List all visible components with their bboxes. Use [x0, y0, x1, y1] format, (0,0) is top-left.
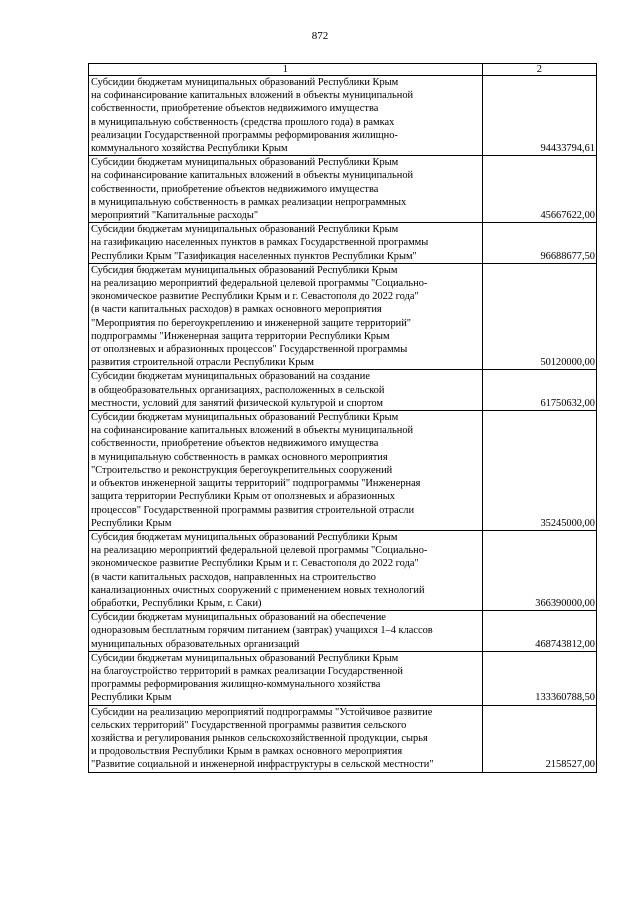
subsidy-description [89, 651, 483, 705]
description-line: Субсидии бюджетам муниципальных образований Республики Крым [91, 77, 399, 88]
description-line: в муниципальную собственность в рамках основного мероприятия [91, 451, 388, 463]
subsidy-amount: 94433794,61 [482, 76, 596, 156]
description-line: хозяйства и регулирования рынков сельскохозяйственной продукции, сырья [91, 732, 428, 744]
column-header-1: 1 [89, 64, 483, 76]
description-line: реализации Государственной программы реформирования жилищно- [91, 129, 398, 141]
description-line: программы реформирования жилищно-коммунального хозяйства [91, 679, 381, 691]
subsidy-amount: 468743812,00 [482, 611, 596, 652]
subsidy-amount: 35245000,00 [482, 411, 596, 531]
table-row [89, 223, 597, 264]
subsidy-description [89, 263, 483, 370]
subsidy-description [89, 156, 483, 223]
table-row [89, 651, 597, 705]
description-line: Субсидии бюджетам муниципальных образований Республики Крым [91, 412, 399, 424]
description-line: Субсидии бюджетам муниципальных образований Республики Крым [91, 224, 399, 236]
description-line: подпрограммы "Инженерная защита территории Республики Крым [91, 330, 390, 342]
description-line: обработки, Республики Крым, г. Саки) [91, 597, 262, 609]
description-line: "Развитие социальной и инженерной инфраструктуры в сельской местности" [91, 759, 434, 771]
subsidy-description [89, 223, 483, 264]
subsidy-amount: 96688677,50 [482, 223, 596, 264]
subsidy-amount: 2158527,00 [482, 705, 596, 772]
subsidy-description [89, 611, 483, 652]
page-number: 872 [311, 30, 329, 42]
description-line: процессов" Государственной программы развития строительной отрасли [91, 504, 415, 516]
description-line: на софинансирование капитальных вложений в объекты муниципальной [91, 90, 414, 102]
description-line: защита территории Республики Крым от оползневых и абразионных [91, 491, 395, 503]
description-line: на благоустройство территорий в рамках реализации Государственной [91, 665, 403, 677]
subsidy-description [89, 530, 483, 610]
description-line: Республики Крым "Газификация населенных пунктов Республики Крым" [91, 250, 417, 262]
description-line: в муниципальную собственность (средства прошлого года) в рамках [91, 116, 395, 128]
description-line: Республики Крым [91, 517, 172, 529]
description-line: мероприятий "Капитальные расходы" [91, 210, 259, 222]
description-line: и продовольствия Республики Крым в рамках основного мероприятия [91, 746, 403, 758]
description-line: экономическое развитие Республики Крым и г. Севастополя до 2022 года" [91, 291, 419, 303]
description-line: Республики Крым [91, 692, 172, 704]
description-line: одноразовым бесплатным горячим питанием (завтрак) учащихся 1–4 классов [91, 625, 433, 637]
description-line: Субсидия бюджетам муниципальных образований Республики Крым [91, 531, 398, 543]
description-line: сельских территорий" Государственной программы развития сельского [91, 719, 407, 731]
column-header-2: 2 [482, 64, 596, 76]
description-line: на реализацию мероприятий федеральной целевой программы "Социально- [91, 278, 428, 290]
description-line: "Строительство и реконструкция берегоукрепительных сооружений [91, 464, 393, 476]
description-line: Субсидия бюджетам муниципальных образований Республики Крым [91, 264, 398, 276]
table-row [89, 611, 597, 652]
table-row [89, 411, 597, 531]
subsidy-description [89, 411, 483, 531]
description-line: Субсидии на реализацию мероприятий подпрограммы "Устойчивое развитие [91, 706, 433, 718]
subsidy-amount: 45667622,00 [482, 156, 596, 223]
subsidy-amount: 366390000,00 [482, 530, 596, 610]
description-line: и объектов инженерной защиты территорий" подпрограммы "Инженерная [91, 478, 421, 490]
description-line: на реализацию мероприятий федеральной целевой программы "Социально- [91, 545, 428, 557]
description-line: коммунального хозяйства Республики Крым [91, 143, 288, 155]
description-line: собственности, приобретение объектов недвижимого имущества [91, 103, 379, 115]
description-line: на софинансирование капитальных вложений в объекты муниципальной [91, 170, 414, 182]
description-line: муниципальных образовательных организаций [91, 638, 300, 650]
description-line: экономическое развитие Республики Крым и г. Севастополя до 2022 года" [91, 558, 419, 570]
subsidy-description [89, 76, 483, 156]
description-line: в муниципальную собственность в рамках реализации непрограммных [91, 196, 407, 208]
table-row [89, 370, 597, 411]
subsidy-amount: 50120000,00 [482, 263, 596, 370]
table-row [89, 705, 597, 772]
description-line: Субсидии бюджетам муниципальных образований на обеспечение [91, 612, 386, 624]
subsidy-amount: 61750632,00 [482, 370, 596, 411]
description-line: канализационных очистных сооружений с применением новых технологий [91, 584, 425, 596]
description-line: от оползневых и абразионных процессов" Государственной программы [91, 344, 408, 356]
table-row [89, 76, 597, 156]
description-line: на газификацию населенных пунктов в рамках Государственной программы [91, 237, 429, 249]
subsidy-description [89, 370, 483, 411]
description-line: Субсидии бюджетам муниципальных образований Республики Крым [91, 652, 399, 664]
description-line: развития строительной отрасли Республики Крым [91, 357, 314, 369]
description-line: Субсидии бюджетам муниципальных образований на создание [91, 371, 370, 383]
subsidy-description [89, 705, 483, 772]
description-line: (в части капитальных расходов) в рамках основного мероприятия [91, 304, 382, 316]
description-line: собственности, приобретение объектов недвижимого имущества [91, 438, 379, 450]
table-row [89, 156, 597, 223]
table-row [89, 263, 597, 370]
subsidy-amount: 133360788,50 [482, 651, 596, 705]
table-row [89, 530, 597, 610]
description-line: в общеобразовательных организациях, расположенных в сельской [91, 384, 385, 396]
description-line: собственности, приобретение объектов недвижимого имущества [91, 183, 379, 195]
budget-table [88, 63, 597, 773]
description-line: (в части капитальных расходов, направленных на строительство [91, 571, 376, 583]
description-line: Субсидии бюджетам муниципальных образований Республики Крым [91, 157, 399, 169]
description-line: "Мероприятия по берегоукреплению и инженерной защите территорий" [91, 317, 412, 329]
table-header-row [89, 64, 597, 76]
description-line: местности, условий для занятий физической культурой и спортом [91, 397, 383, 409]
description-line: на софинансирование капитальных вложений в объекты муниципальной [91, 425, 414, 437]
